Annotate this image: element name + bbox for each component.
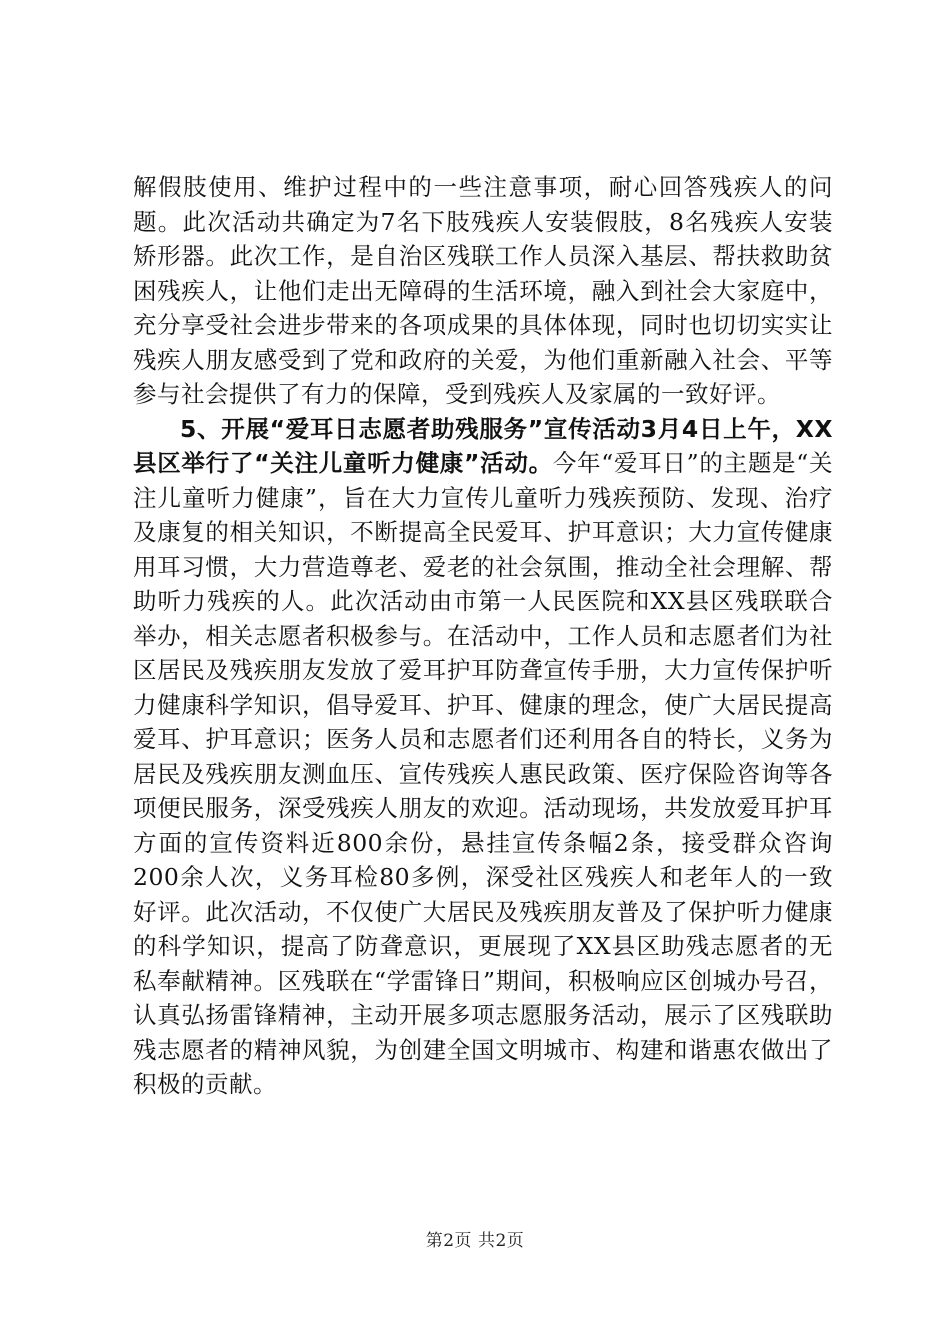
paragraph-text: 解假肢使用、维护过程中的一些注意事项，耐心回答残疾人的问题。此次活动共确定为7名下肢残疾人安装假肢，8名残疾人安装矫形器。此次工作，是自治区残联工作人员深入基层、帮扶救助贫困残疾人，让他们走出无障碍的生活环境，融入到社会大家庭中，充分享受社会进步带来的各项成果的具体体现，同时也切切实实让残疾人朋友感受到了党和政府的关爱，为他们重新融入社会、平等参与社会提供了有力的保障，受到残疾人及家属的一致好评。 (133, 173, 833, 408)
page-footer: 第2页 共2页 (425, 1231, 525, 1251)
paragraph-text: 今年“爱耳日”的主题是“关注儿童听力健康”，旨在大力宣传儿童听力残疾预防、发现、治疗及康复的相关知识，不断提高全民爱耳、护耳意识；大力宣传健康用耳习惯，大力营造尊老、爱老的社会氛围，推动全社会理解、帮助听力残疾的人。此次活动由市第一人民医院和XX县区残联联合举办，相关志愿者积极参与。在活动中，工作人员和志愿者们为社区居民及残疾朋友发放了爱耳护耳防聋宣传手册，大力宣传保护听力健康科学知识，倡导爱耳、护耳、健康的理念，使广大居民提高爱耳、护耳意识；医务人员和志愿者们还利用各自的特长，义务为居民及残疾朋友测血压、宣传残疾人惠民政策、医疗保险咨询等各项便民服务，深受残疾人朋友的欢迎。活动现场，共发放爱耳护耳方面的宣传资料近800余份，悬挂宣传条幅2条，接受群众咨询200余人次，义务耳检80多例，深受社区残疾人和老年人的一致好评。此次活动，不仅使广大居民及残疾朋友普及了保护听力健康的科学知识，提高了防聋意识，更展现了XX县区助残志愿者的无私奉献精神。区残联在“学雷锋日”期间，积极响应区创城办号召，认真弘扬雷锋精神，主动开展多项志愿服务活动，展示了区残联助残志愿者的精神风貌，为创建全国文明城市、构建和谐惠农做出了积极的贡献。 (133, 449, 833, 1098)
paragraph-item-5 (133, 412, 833, 1102)
document-body (133, 170, 833, 1102)
paragraph-lead-heading: 5、开展“爱耳日志愿者助残服务”宣传活动3月4日上午，XX县区举行了“关注儿童听力健康”活动。 (133, 414, 833, 477)
paragraph-continuation (133, 170, 833, 412)
